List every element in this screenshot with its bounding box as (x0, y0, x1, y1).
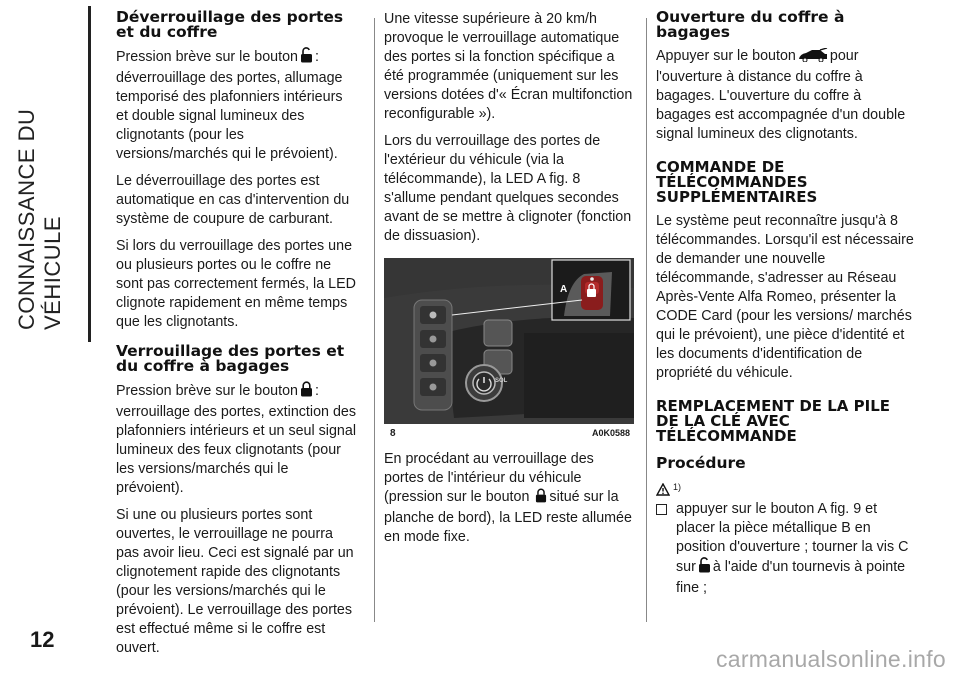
paragraph: Lors du verrouillage des portes de l'extérieur du véhicule (via la télécommande), la LED A fig. 8 s'allume pendant quelques secondes avant de se mettre à clignoter (fonction de dissuasion). (384, 133, 632, 244)
column-3 (656, 10, 914, 598)
watermark: carmanualsonline.info (715, 646, 946, 672)
paragraph: Pression brève sur le bouton : déverrouillage des portes, allumage temporisé des plafonniers intérieurs et double signal lumineux des clignotants (pour les versions/marchés qui le prévoient). (116, 49, 343, 162)
heading-lock: Verrouillage des portes et du coffre à bagages (116, 342, 345, 375)
dashboard-photo (384, 258, 634, 438)
paragraph: Le déverrouillage des portes est automatique en cas d'intervention du système de coupure de carburant. (116, 173, 350, 227)
heading-unlock: Déverrouillage des portes et du coffre (116, 8, 344, 41)
chapter-bar (88, 6, 91, 342)
heading-procedure: Procédure (656, 454, 746, 472)
heading-remotes: COMMANDE DE TÉLÉCOMMANDES SUPPLÉMENTAIRES (656, 158, 818, 206)
page-number: 12 (30, 627, 55, 652)
paragraph: Si une ou plusieurs portes sont ouvertes, le verrouillage ne pourra pas avoir lieu. Ceci est signalé par un clignotement rapide des clignotants (pour les versions/marchés qui le prévoient). Le verrouillage des portes est effectué même si le coffre est ouvert. (116, 507, 354, 656)
column-1 (116, 10, 358, 666)
figure-code: A0K0588 (591, 428, 630, 438)
chapter-title: CONNAISSANCE DU VÉHICULE (14, 108, 65, 330)
unlock-icon (698, 557, 711, 579)
checkbox-bullet (656, 504, 667, 515)
paragraph: Pression brève sur le bouton : verrouillage des portes, extinction des plafonniers intérieurs et un seul signal lumineux des feux clignotants (pour les versions/marchés qui le prévoient). (116, 383, 357, 496)
paragraph: Appuyer sur le bouton pour l'ouverture à distance du coffre à bagages. L'ouverture du coffre à bagages est accompagnée d'un double signal lumineux des clignotants. (656, 48, 906, 142)
heading-battery: REMPLACEMENT DE LA PILE DE LA CLÉ AVEC TÉLÉCOMMANDE (656, 397, 891, 445)
trunk-open-icon (798, 48, 828, 68)
figure-8 (384, 258, 634, 438)
figure-label-a: A (560, 284, 568, 295)
lock-icon (300, 381, 313, 403)
warning-note: 1) (656, 478, 914, 496)
lock-icon (535, 488, 547, 509)
unlock-icon (300, 47, 313, 69)
paragraph: Une vitesse supérieure à 20 km/h provoque le verrouillage automatique des portes si la fonction spécifique a été programmée (uniquement sur les versions dotées d'« Écran multifonction reconfigurable »). (384, 11, 633, 122)
column-divider (646, 18, 647, 622)
procedure-step: appuyer sur le bouton A fig. 9 et placer la pièce métallique B en position d'ouverture ; tourner la vis C sur à l'aide d'un tournevis à pointe fine ; (656, 500, 914, 598)
figure-number: 8 (390, 428, 396, 439)
warning-icon (656, 484, 670, 500)
column-2 (384, 10, 634, 555)
heading-trunk: Ouverture du coffre à bagages (656, 8, 845, 41)
paragraph: Le système peut reconnaître jusqu'à 8 télécommandes. Lorsqu'il est nécessaire de demander une nouvelle télécommande, s'adresser au Réseau Après-Vente Alfa Romeo, présenter la CODE Card (pour les versions/ marchés qui le prévoient), une pièce d'identité et les documents d'identification de propriété du véhicule. (656, 213, 914, 381)
paragraph: En procédant au verrouillage des portes de l'intérieur du véhicule (pression sur le bouton situé sur la planche de bord), la LED reste allumée en mode fixe. (384, 451, 632, 545)
paragraph: Si lors du verrouillage des portes une ou plusieurs portes ou le coffre ne sont pas correctement fermés, la LED clignote rapidement en même temps que les clignotants. (116, 238, 356, 330)
figure-label-sol: SOL (495, 378, 508, 384)
column-divider (374, 18, 375, 622)
